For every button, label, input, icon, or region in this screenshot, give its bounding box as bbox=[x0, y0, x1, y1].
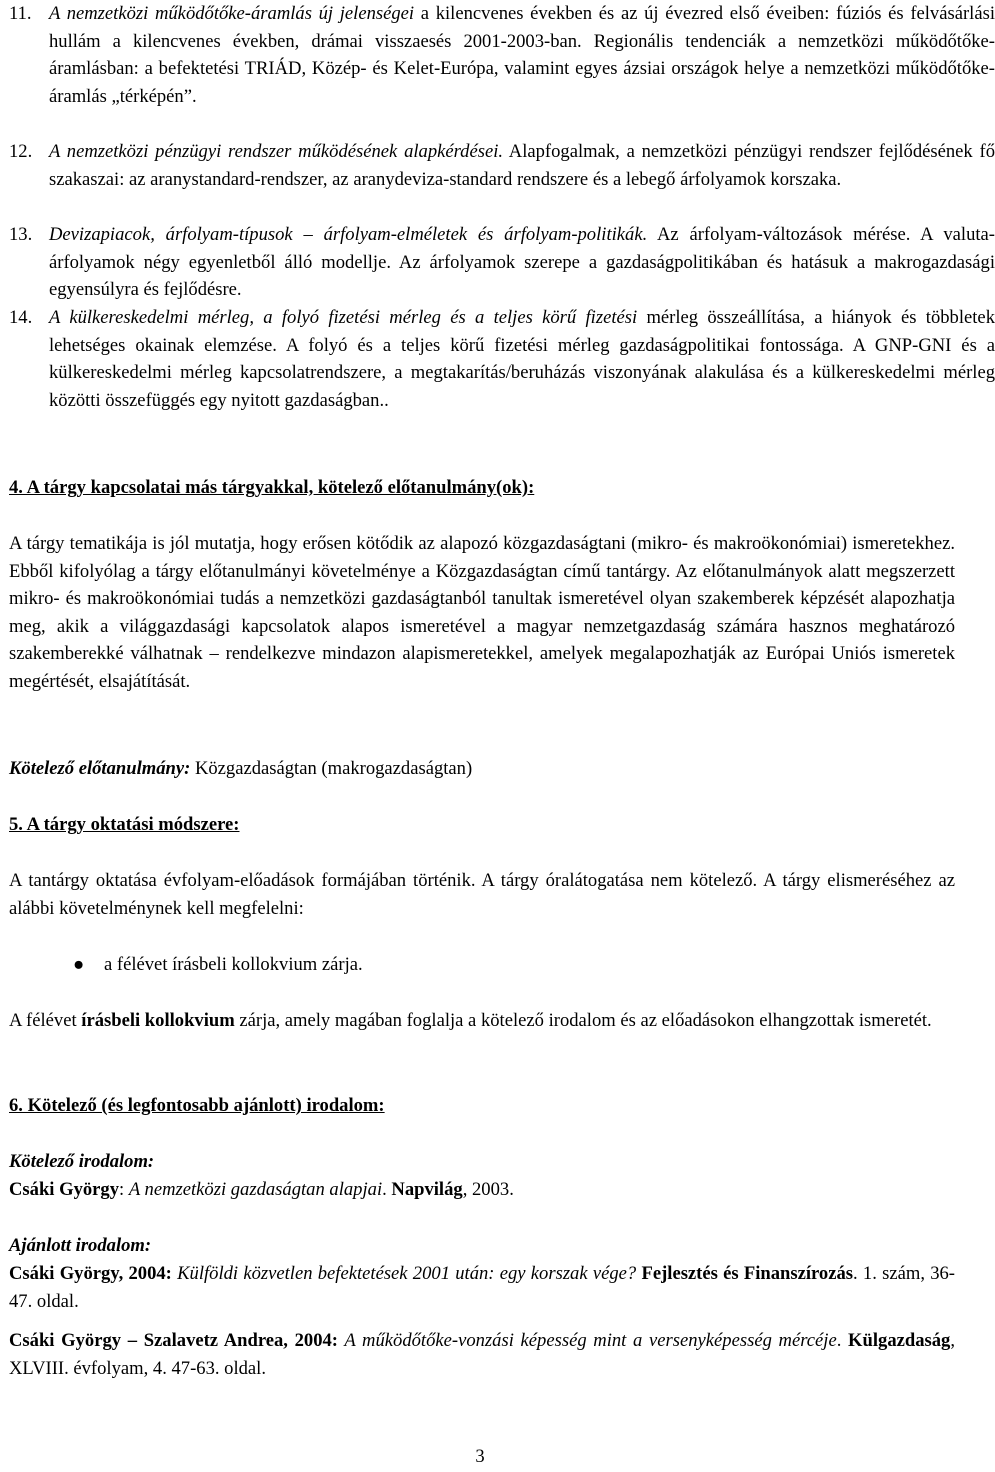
list-item bbox=[9, 304, 995, 414]
required-literature-label: Kötelező irodalom: bbox=[9, 1151, 155, 1172]
reference-title: Külföldi közvetlen befektetések 2001 után: egy korszak vége? bbox=[171, 1263, 637, 1284]
item-number: 12. bbox=[9, 141, 33, 162]
page-number: 3 bbox=[475, 1446, 485, 1467]
prerequisite-value: Közgazdaságtan (makrogazdaságtan) bbox=[190, 758, 473, 779]
recommended-literature-label: Ajánlott irodalom: bbox=[9, 1235, 152, 1256]
reference-author: Csáki György – Szalavetz Andrea, 2004: bbox=[9, 1330, 338, 1351]
item-number: 11. bbox=[9, 3, 32, 24]
prerequisite bbox=[9, 755, 955, 783]
reference: Csáki György: A nemzetközi gazdaságtan alapjai. Napvilág, 2003. bbox=[9, 1179, 514, 1200]
item-number: 13. bbox=[9, 224, 33, 245]
section-paragraph: A tárgy tematikája is jól mutatja, hogy erősen kötődik az alapozó közgazdaságtani (mikro- és makroökonómiai) ismeretekhez. Ebből kifolyólag a tárgy előtanulmányi követelménye a Közgazdaságtan című tantárgy. Az előtanulmányok alatt megszerzett mikro- és makroökonómiai tudás a nemzetközi gazdaságtanból tanultak ismeretével olyan szakemberek képzését alapozhatja meg, akik a világgazdasági kapcsolatok alapos ismeretével a magyar nemzetgazdaság számára hasznos meghatározó szakemberekké válhatnak – rendelkezve mindazon alapismeretekkel, amelyek megalapozhatják az Európai Uniós ismeretek megértését, elsajátítását. bbox=[9, 533, 955, 692]
item-title: A külkereskedelmi mérleg, a folyó fizetési mérleg és a teljes körű fizetési bbox=[49, 307, 638, 328]
item-text: Alapfogalmak, a nemzetközi pénzügyi rendszer fejlődésének fő szakaszai: az aranystandard-rendszer, az aranydeviza-standard rendszere és a lebegő árfolyamok korszaka. bbox=[49, 141, 995, 190]
reference-publisher: Napvilág bbox=[391, 1179, 463, 1200]
bullet-text: a félévet írásbeli kollokvium zárja. bbox=[104, 954, 363, 975]
section-paragraph: A félévet írásbeli kollokvium zárja, amely magában foglalja a kötelező irodalom és az előadásokon elhangzottak ismeretét. bbox=[9, 1010, 932, 1031]
bullet-icon: ● bbox=[73, 954, 85, 975]
item-text: mérleg összeállítása, a hiányok és többletek lehetséges okainak elemzése. A folyó és a teljes körű fizetési mérleg gazdaságpolitikai fontossága. A GNP-GNI és a külkereskedelmi mérleg kapcsolatrendszere, a megtakarítás/beruházás viszonyának alakulása és a külkereskedelmi mérleg közötti összefüggés egy nyitott gazdaságban.. bbox=[49, 307, 995, 411]
item-number: 14. bbox=[9, 307, 33, 328]
reference: Csáki György, 2004: Külföldi közvetlen befektetések 2001 után: egy korszak vége? Fejlesztés és Finanszírozás. 1. szám, 36-47. oldal. bbox=[9, 1263, 956, 1312]
emphasis: írásbeli kollokvium bbox=[81, 1010, 235, 1031]
section-paragraph: A tantárgy oktatása évfolyam-előadások formájában történik. A tárgy óralátogatása nem kötelező. A tárgy elismeréséhez az alábbi követelménynek kell megfelelni: bbox=[9, 870, 955, 919]
prerequisite-label: Kötelező előtanulmány: bbox=[9, 758, 191, 779]
reference-author: Csáki György, 2004: bbox=[9, 1263, 172, 1284]
reference-title: A működőtőke-vonzási képesség mint a versenyképesség mércéje bbox=[338, 1330, 837, 1351]
reference: Csáki György – Szalavetz Andrea, 2004: A működőtőke-vonzási képesség mint a versenyképesség mércéje. Külgazdaság, XLVIII. évfolyam, 4. 47-63. oldal. bbox=[9, 1330, 955, 1379]
item-text: Az árfolyam-változások mérése. A valuta-árfolyamok négy egyenletből álló modellje. Az árfolyamok szerepe a gazdaságpolitikában és hatásuk a makrogazdasági egyensúlyra és fejlődésre. bbox=[49, 224, 995, 301]
list-item bbox=[9, 0, 995, 110]
reference-journal: Külgazdaság bbox=[848, 1330, 951, 1351]
section-heading: 6. Kötelező (és legfontosabb ajánlott) irodalom: bbox=[9, 1095, 385, 1116]
list-item bbox=[9, 138, 995, 193]
item-text: a kilencvenes években és az új évezred első éveiben: fúziós és felvásárlási hullám a kilencvenes években, drámai visszaesés 2001-2003-ban. Regionális tendenciák a nemzetközi működőtőke-áramlásban: a befektetési TRIÁD, Közép- és Kelet-Európa, valamint egyes ázsiai országok helye a nemzetközi működőtőke-áramlás „térképén”. bbox=[49, 3, 995, 107]
section-heading: 5. A tárgy oktatási módszere: bbox=[9, 814, 240, 835]
bullet-item bbox=[9, 951, 955, 979]
item-title: Devizapiacok, árfolyam-típusok – árfolyam-elméletek és árfolyam-politikák. bbox=[49, 224, 648, 245]
section-heading: 4. A tárgy kapcsolatai más tárgyakkal, kötelező előtanulmány(ok): bbox=[9, 477, 535, 498]
item-title: A nemzetközi pénzügyi rendszer működésének alapkérdései. bbox=[49, 141, 504, 162]
item-title: A nemzetközi működőtőke-áramlás új jelenségei bbox=[49, 3, 415, 24]
reference-title: A nemzetközi gazdaságtan alapjai bbox=[128, 1179, 383, 1200]
reference-author: Csáki György bbox=[9, 1179, 120, 1200]
list-item bbox=[9, 221, 995, 304]
reference-journal: Fejlesztés és Finanszírozás bbox=[636, 1263, 854, 1284]
